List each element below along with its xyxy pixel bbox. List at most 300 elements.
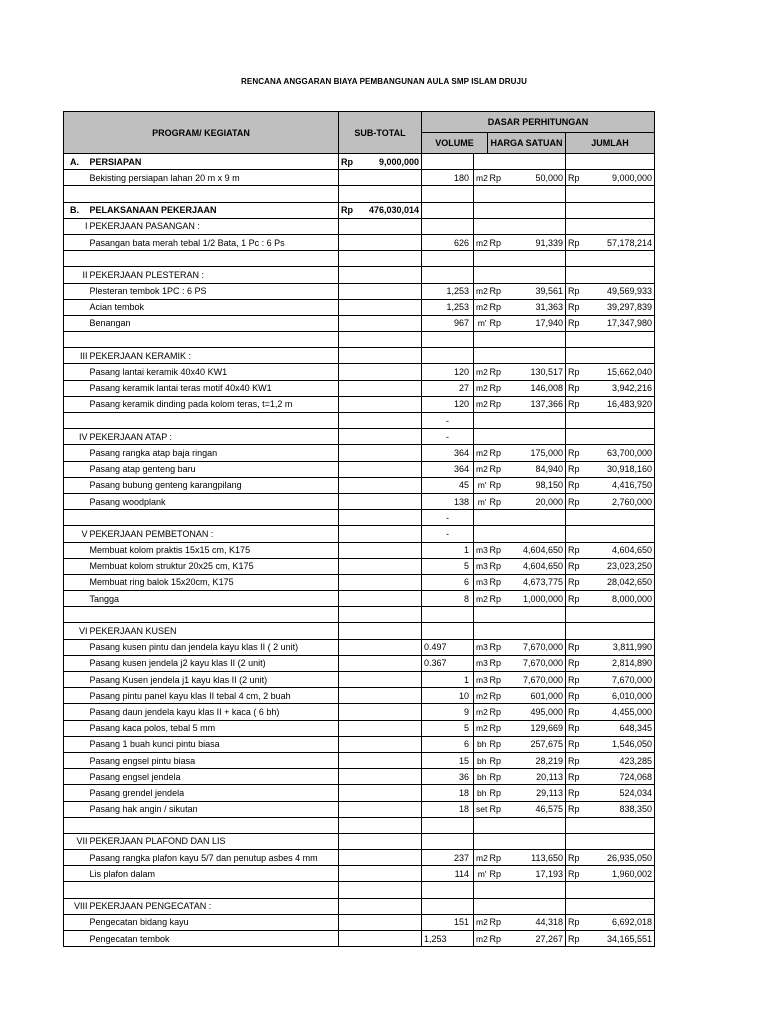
volume-unit: set — [474, 801, 488, 817]
total-value — [588, 833, 655, 849]
subtotal-cell — [339, 429, 422, 445]
table-row — [64, 445, 655, 461]
total-currency — [566, 251, 588, 267]
row-description: Pasang grendel jendela — [89, 785, 339, 801]
row-description: Pengecatan bidang kayu — [89, 914, 339, 930]
volume-unit: m2 — [474, 720, 488, 736]
volume-value: 626 — [422, 234, 474, 250]
total-currency: Rp — [566, 445, 588, 461]
subtotal-cell — [339, 720, 422, 736]
subtotal-cell — [339, 542, 422, 558]
row-number — [64, 461, 89, 477]
row-number — [64, 234, 89, 250]
subtotal-cell — [339, 914, 422, 930]
spacer-row — [64, 882, 655, 898]
unit-price-currency: Rp — [488, 364, 510, 380]
unit-price-value: 146,008 — [510, 380, 566, 396]
subtotal-cell — [339, 170, 422, 186]
unit-price-currency — [488, 154, 510, 170]
total-currency — [566, 526, 588, 542]
total-value — [588, 882, 655, 898]
unit-price-value — [510, 429, 566, 445]
table-row — [64, 380, 655, 396]
volume-value: 237 — [422, 850, 474, 866]
unit-price-currency: Rp — [488, 170, 510, 186]
row-number — [64, 380, 89, 396]
subtotal-cell — [339, 202, 422, 218]
subtotal-cell — [339, 591, 422, 607]
row-description: Pasang engsel pintu biasa — [89, 752, 339, 768]
total-currency: Rp — [566, 574, 588, 590]
unit-price-value: 39,561 — [510, 283, 566, 299]
subtotal-cell — [339, 769, 422, 785]
row-description: PEKERJAAN PLESTERAN : — [89, 267, 339, 283]
volume-unit — [474, 510, 488, 526]
subsection-row — [64, 526, 655, 542]
volume-value — [422, 186, 474, 202]
volume-unit: m3 — [474, 542, 488, 558]
table-row — [64, 736, 655, 752]
volume-value: 120 — [422, 396, 474, 412]
total-value: 2,760,000 — [588, 493, 655, 509]
unit-price-value — [510, 817, 566, 833]
table-row — [64, 574, 655, 590]
unit-price-currency: Rp — [488, 736, 510, 752]
volume-unit — [474, 429, 488, 445]
unit-price-value: 20,000 — [510, 493, 566, 509]
table-row — [64, 364, 655, 380]
unit-price-value — [510, 510, 566, 526]
volume-value — [422, 833, 474, 849]
row-number — [64, 931, 89, 947]
table-row — [64, 315, 655, 331]
volume-unit: m2 — [474, 914, 488, 930]
subtotal-cell — [339, 558, 422, 574]
row-number — [64, 315, 89, 331]
volume-value: 120 — [422, 364, 474, 380]
unit-price-value — [510, 154, 566, 170]
unit-price-currency: Rp — [488, 752, 510, 768]
unit-price-currency — [488, 833, 510, 849]
volume-value: 114 — [422, 866, 474, 882]
unit-price-value: 28,219 — [510, 752, 566, 768]
volume-unit: m2 — [474, 299, 488, 315]
total-currency — [566, 833, 588, 849]
table-header — [64, 112, 655, 154]
total-currency — [566, 202, 588, 218]
subtotal-cell — [339, 332, 422, 348]
unit-price-value: 7,670,000 — [510, 672, 566, 688]
row-description — [89, 607, 339, 623]
unit-price-value: 98,150 — [510, 477, 566, 493]
unit-price-currency: Rp — [488, 801, 510, 817]
unit-price-currency — [488, 526, 510, 542]
unit-price-currency: Rp — [488, 299, 510, 315]
unit-price-value: 1,000,000 — [510, 591, 566, 607]
unit-price-currency: Rp — [488, 720, 510, 736]
unit-price-value — [510, 348, 566, 364]
table-row — [64, 283, 655, 299]
unit-price-value: 84,940 — [510, 461, 566, 477]
unit-price-value — [510, 413, 566, 429]
unit-price-currency: Rp — [488, 850, 510, 866]
total-value: 26,935,050 — [588, 850, 655, 866]
total-currency: Rp — [566, 801, 588, 817]
row-description: PEKERJAAN KERAMIK : — [89, 348, 339, 364]
total-currency: Rp — [566, 769, 588, 785]
row-description — [89, 817, 339, 833]
volume-unit: m3 — [474, 639, 488, 655]
volume-value — [422, 898, 474, 914]
subtotal-cell — [339, 704, 422, 720]
total-currency: Rp — [566, 380, 588, 396]
unit-price-value: 113,650 — [510, 850, 566, 866]
volume-unit — [474, 218, 488, 234]
row-description — [89, 251, 339, 267]
total-value: 9,000,000 — [588, 170, 655, 186]
unit-price-currency — [488, 429, 510, 445]
unit-price-value: 4,604,650 — [510, 558, 566, 574]
unit-price-value: 44,318 — [510, 914, 566, 930]
header-program: PROGRAM/ KEGIATAN — [64, 112, 339, 154]
volume-value: 18 — [422, 801, 474, 817]
row-number — [64, 736, 89, 752]
total-value: 23,023,250 — [588, 558, 655, 574]
row-number — [64, 299, 89, 315]
unit-price-currency — [488, 267, 510, 283]
volume-unit: bh — [474, 769, 488, 785]
unit-price-currency — [488, 332, 510, 348]
unit-price-value: 46,575 — [510, 801, 566, 817]
total-value: 423,285 — [588, 752, 655, 768]
total-currency: Rp — [566, 931, 588, 947]
row-number — [64, 752, 89, 768]
subtotal-cell — [339, 364, 422, 380]
row-description: PEKERJAAN PENGECATAN : — [89, 898, 339, 914]
subtotal-cell — [339, 655, 422, 671]
total-value — [588, 154, 655, 170]
unit-price-value — [510, 526, 566, 542]
table-row — [64, 493, 655, 509]
unit-price-currency: Rp — [488, 234, 510, 250]
row-description: Bekisting persiapan lahan 20 m x 9 m — [89, 170, 339, 186]
row-description: Pasang kusen pintu dan jendela kayu klas II ( 2 unit) — [89, 639, 339, 655]
total-value: 7,670,000 — [588, 672, 655, 688]
total-currency — [566, 429, 588, 445]
volume-unit: m2 — [474, 445, 488, 461]
unit-price-currency: Rp — [488, 931, 510, 947]
total-value — [588, 413, 655, 429]
volume-unit: m2 — [474, 931, 488, 947]
total-value: 6,010,000 — [588, 688, 655, 704]
row-number — [64, 413, 89, 429]
subtotal-cell — [339, 785, 422, 801]
total-value — [588, 526, 655, 542]
unit-price-value: 137,366 — [510, 396, 566, 412]
row-description: Pasang bubung genteng karangpilang — [89, 477, 339, 493]
total-value: 648,345 — [588, 720, 655, 736]
row-description: Pasang engsel jendela — [89, 769, 339, 785]
unit-price-currency: Rp — [488, 914, 510, 930]
volume-unit: bh — [474, 752, 488, 768]
total-value: 8,000,000 — [588, 591, 655, 607]
unit-price-currency: Rp — [488, 655, 510, 671]
subtotal-cell — [339, 931, 422, 947]
total-currency: Rp — [566, 752, 588, 768]
volume-value — [422, 218, 474, 234]
subtotal-cell — [339, 154, 422, 170]
total-currency: Rp — [566, 720, 588, 736]
total-currency: Rp — [566, 866, 588, 882]
subtotal-cell — [339, 267, 422, 283]
row-description: Pasang Kusen jendela j1 kayu klas II (2 unit) — [89, 672, 339, 688]
volume-unit: m2 — [474, 170, 488, 186]
row-description: Lis plafon dalam — [89, 866, 339, 882]
total-currency: Rp — [566, 639, 588, 655]
volume-value: - — [422, 413, 474, 429]
volume-value — [422, 267, 474, 283]
unit-price-value: 91,339 — [510, 234, 566, 250]
subtotal-cell — [339, 574, 422, 590]
row-description: Pasang atap genteng baru — [89, 461, 339, 477]
row-description: PEKERJAAN PEMBETONAN : — [89, 526, 339, 542]
row-description: Benangan — [89, 315, 339, 331]
total-currency — [566, 898, 588, 914]
subtotal-cell — [339, 348, 422, 364]
total-value: 49,569,933 — [588, 283, 655, 299]
row-number: III — [64, 348, 89, 364]
total-value — [588, 623, 655, 639]
unit-price-currency: Rp — [488, 704, 510, 720]
subtotal-cell — [339, 850, 422, 866]
subtotal-cell — [339, 186, 422, 202]
spacer-row — [64, 186, 655, 202]
unit-price-value — [510, 251, 566, 267]
total-value: 63,700,000 — [588, 445, 655, 461]
total-currency: Rp — [566, 315, 588, 331]
row-description — [89, 413, 339, 429]
unit-price-value: 4,673,775 — [510, 574, 566, 590]
header-jumlah: JUMLAH — [566, 133, 655, 154]
total-value: 4,455,000 — [588, 704, 655, 720]
total-currency — [566, 186, 588, 202]
header-subtotal: SUB-TOTAL — [339, 112, 422, 154]
total-value — [588, 607, 655, 623]
volume-unit — [474, 348, 488, 364]
total-currency — [566, 607, 588, 623]
table-row — [64, 704, 655, 720]
total-value — [588, 429, 655, 445]
subsection-row — [64, 267, 655, 283]
total-currency: Rp — [566, 736, 588, 752]
total-currency — [566, 154, 588, 170]
row-description: PERSIAPAN — [89, 154, 339, 170]
total-currency — [566, 623, 588, 639]
volume-value — [422, 154, 474, 170]
volume-unit: m' — [474, 493, 488, 509]
subtotal-cell — [339, 752, 422, 768]
row-number — [64, 364, 89, 380]
total-currency: Rp — [566, 493, 588, 509]
table-row — [64, 591, 655, 607]
subtotal-cell — [339, 283, 422, 299]
table-row — [64, 299, 655, 315]
table-row — [64, 558, 655, 574]
row-number — [64, 882, 89, 898]
row-number: A. — [64, 154, 89, 170]
volume-value: 27 — [422, 380, 474, 396]
table-row — [64, 396, 655, 412]
row-number — [64, 866, 89, 882]
volume-value: 364 — [422, 461, 474, 477]
table-row — [64, 801, 655, 817]
row-number — [64, 445, 89, 461]
volume-unit: m3 — [474, 655, 488, 671]
spacer-row — [64, 251, 655, 267]
row-number — [64, 493, 89, 509]
spacer-row — [64, 607, 655, 623]
volume-value: 364 — [422, 445, 474, 461]
unit-price-currency: Rp — [488, 785, 510, 801]
subtotal-cell — [339, 672, 422, 688]
volume-unit: m' — [474, 866, 488, 882]
row-description: Acian tembok — [89, 299, 339, 315]
total-value — [588, 817, 655, 833]
subtotal-cell — [339, 736, 422, 752]
unit-price-value: 29,113 — [510, 785, 566, 801]
volume-value: 10 — [422, 688, 474, 704]
subtotal-cell — [339, 607, 422, 623]
unit-price-currency: Rp — [488, 542, 510, 558]
volume-unit: m2 — [474, 380, 488, 396]
total-value — [588, 218, 655, 234]
row-description: Plesteran tembok 1PC : 6 PS — [89, 283, 339, 299]
total-currency: Rp — [566, 234, 588, 250]
total-value: 15,662,040 — [588, 364, 655, 380]
row-description — [89, 510, 339, 526]
unit-price-value: 4,604,650 — [510, 542, 566, 558]
unit-price-value — [510, 267, 566, 283]
total-value: 1,960,002 — [588, 866, 655, 882]
table-row — [64, 655, 655, 671]
subsection-row — [64, 348, 655, 364]
unit-price-value: 27,267 — [510, 931, 566, 947]
subtotal-cell — [339, 833, 422, 849]
volume-unit — [474, 833, 488, 849]
subsection-row — [64, 898, 655, 914]
unit-price-currency — [488, 251, 510, 267]
volume-value: 138 — [422, 493, 474, 509]
currency-label: Rp — [341, 156, 354, 167]
unit-price-currency — [488, 186, 510, 202]
volume-value — [422, 251, 474, 267]
volume-unit: m3 — [474, 574, 488, 590]
total-currency: Rp — [566, 542, 588, 558]
volume-unit: m2 — [474, 364, 488, 380]
row-description: Pasang hak angin / sikutan — [89, 801, 339, 817]
table-row — [64, 234, 655, 250]
subtotal-cell — [339, 526, 422, 542]
volume-value: 180 — [422, 170, 474, 186]
subtotal-cell — [339, 396, 422, 412]
subtotal-cell — [339, 315, 422, 331]
row-number — [64, 914, 89, 930]
total-currency — [566, 267, 588, 283]
row-description — [89, 332, 339, 348]
volume-value: 5 — [422, 720, 474, 736]
row-description: Pasang daun jendela kayu klas II + kaca ( 6 bh) — [89, 704, 339, 720]
row-number — [64, 186, 89, 202]
row-description: Pasangan bata merah tebal 1/2 Bata, 1 Pc : 6 Ps — [89, 234, 339, 250]
unit-price-value — [510, 607, 566, 623]
unit-price-currency: Rp — [488, 591, 510, 607]
row-description: Tangga — [89, 591, 339, 607]
row-number — [64, 785, 89, 801]
table-row — [64, 461, 655, 477]
unit-price-currency — [488, 510, 510, 526]
total-currency — [566, 332, 588, 348]
spacer-row — [64, 817, 655, 833]
total-currency — [566, 413, 588, 429]
total-currency: Rp — [566, 396, 588, 412]
row-description: PELAKSANAAN PEKERJAAN — [89, 202, 339, 218]
volume-unit — [474, 251, 488, 267]
unit-price-currency: Rp — [488, 283, 510, 299]
table-row — [64, 672, 655, 688]
volume-unit: m2 — [474, 234, 488, 250]
subsection-row — [64, 429, 655, 445]
subtotal-cell — [339, 639, 422, 655]
unit-price-currency — [488, 882, 510, 898]
row-number — [64, 477, 89, 493]
total-currency: Rp — [566, 477, 588, 493]
volume-value: - — [422, 510, 474, 526]
row-number — [64, 542, 89, 558]
total-value: 3,942,216 — [588, 380, 655, 396]
subtotal-cell — [339, 445, 422, 461]
subtotal-cell — [339, 801, 422, 817]
row-number — [64, 332, 89, 348]
total-currency: Rp — [566, 299, 588, 315]
unit-price-currency: Rp — [488, 769, 510, 785]
row-description: Pasang woodplank — [89, 493, 339, 509]
volume-unit: m2 — [474, 283, 488, 299]
row-description — [89, 882, 339, 898]
volume-value — [422, 607, 474, 623]
total-currency: Rp — [566, 283, 588, 299]
volume-value: 1,253 — [422, 931, 474, 947]
subtotal-cell — [339, 623, 422, 639]
subtotal-cell — [339, 413, 422, 429]
row-description: PEKERJAAN KUSEN — [89, 623, 339, 639]
volume-value: 967 — [422, 315, 474, 331]
unit-price-currency — [488, 623, 510, 639]
total-value: 28,042,650 — [588, 574, 655, 590]
total-value: 4,604,650 — [588, 542, 655, 558]
total-currency: Rp — [566, 704, 588, 720]
table-row — [64, 850, 655, 866]
unit-price-currency — [488, 898, 510, 914]
row-number — [64, 672, 89, 688]
row-description — [89, 186, 339, 202]
unit-price-value — [510, 186, 566, 202]
unit-price-value: 7,670,000 — [510, 639, 566, 655]
volume-unit — [474, 332, 488, 348]
subsection-row — [64, 218, 655, 234]
row-description: Pasang keramik dinding pada kolom teras, t=1,2 m — [89, 396, 339, 412]
unit-price-currency: Rp — [488, 574, 510, 590]
row-description: PEKERJAAN PLAFOND DAN LIS — [89, 833, 339, 849]
